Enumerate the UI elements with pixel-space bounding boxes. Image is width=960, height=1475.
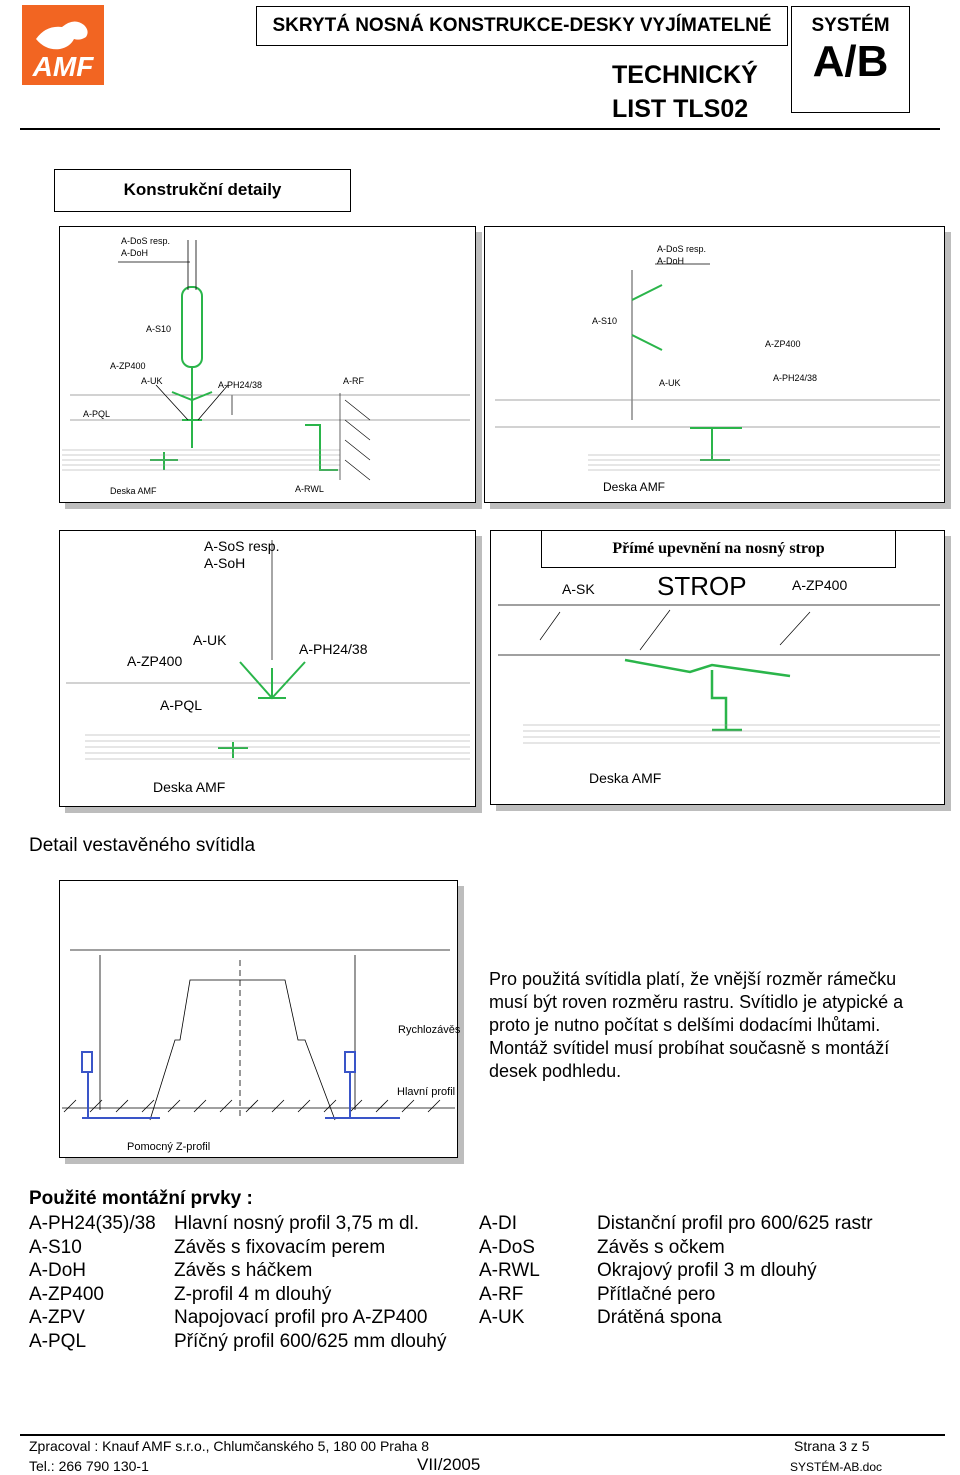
items-title: Použité montážní prvky :: [29, 1188, 253, 1209]
p3-zp400-label: A-ZP400: [127, 653, 183, 669]
item-desc: Hlavní nosný profil 3,75 m dl.: [174, 1213, 420, 1234]
p2-ph-label: A-PH24/38: [773, 373, 818, 383]
p1-ph-label: A-PH24/38: [218, 380, 263, 390]
p3-sos-label: A-SoS resp.: [204, 538, 280, 554]
section-title: Konstrukční detaily: [123, 180, 282, 199]
items-right-codes: [479, 1212, 540, 1330]
footer-tel: Tel.: 266 790 130-1: [29, 1458, 149, 1474]
sheet-line-1: TECHNICKÝ: [612, 61, 758, 89]
footer-date: VII/2005: [417, 1455, 481, 1474]
p1-zp400-label: A-ZP400: [110, 361, 146, 371]
p2-zp400-label: A-ZP400: [765, 339, 801, 349]
item-code: A-DoS: [479, 1236, 535, 1258]
footer-page: Strana 3 z 5: [794, 1438, 870, 1454]
item-desc: Závěs s očkem: [597, 1236, 725, 1258]
item-code: A-S10: [29, 1236, 82, 1258]
p3-uk-label: A-UK: [193, 632, 227, 648]
p3-soh-label: A-SoH: [204, 555, 246, 571]
lamp-detail-title: Detail vestavěného svítidla: [29, 835, 256, 856]
item-code: A-PH24(35)/38: [29, 1213, 156, 1234]
footer-company: Zpracoval : Knauf AMF s.r.o., Chlumčanského 5, 180 00 Praha 8: [29, 1438, 429, 1454]
item-desc: Napojovací profil pro A-ZP400: [174, 1307, 428, 1328]
panel-4-title: Přímé upevnění na nosný strop: [612, 540, 825, 557]
sheet-line-2: LIST TLS02: [612, 95, 749, 123]
p1-rwl-label: A-RWL: [295, 484, 324, 494]
items-right-descs: [597, 1212, 873, 1330]
item-code: A-ZP400: [29, 1283, 104, 1305]
lamp-zprofil-label: Pomocný Z-profil: [127, 1141, 211, 1153]
item-desc: Závěs s fixovacím perem: [174, 1236, 386, 1258]
item-desc: Příčný profil 600/625 mm dlouhý: [174, 1330, 447, 1352]
lamp-note-line: proto je nutno počítat s delšími dodacími lhůtami.: [489, 1015, 881, 1035]
p3-pql-label: A-PQL: [160, 697, 203, 713]
item-code: A-PQL: [29, 1330, 87, 1352]
p2-doh-label: A-DoH: [657, 256, 685, 266]
system-value: A/B: [812, 37, 889, 86]
p1-pql-label: A-PQL: [83, 409, 111, 419]
item-desc: Okrajový profil 3 m dlouhý: [597, 1260, 817, 1281]
p1-rf-label: A-RF: [343, 376, 364, 386]
lamp-note: [489, 968, 903, 1083]
document-title: SKRYTÁ NOSNÁ KONSTRUKCE-DESKY VYJÍMATELNÉ: [272, 15, 772, 36]
items-left-descs: [174, 1212, 446, 1353]
lamp-note-line: musí být roven rozměru rastru. Svítidlo je atypické a: [489, 992, 904, 1012]
p1-dos-label: A-DoS resp.: [121, 236, 171, 246]
p1-uk-label: A-UK: [141, 376, 163, 386]
p2-uk-label: A-UK: [659, 378, 681, 388]
p2-deska-label: Deska AMF: [603, 480, 666, 494]
lamp-note-line: Pro použitá svítidla platí, že vnější rozměr rámečku: [489, 969, 897, 989]
p4-deska-label: Deska AMF: [589, 770, 662, 786]
item-code: A-RF: [479, 1283, 524, 1305]
p4-strop-label: STROP: [657, 571, 747, 601]
footer-file: SYSTÉM-AB.doc: [790, 1460, 883, 1474]
item-code: A-RWL: [479, 1260, 540, 1281]
item-desc: Drátěná spona: [597, 1307, 722, 1328]
p2-s10-label: A-S10: [592, 316, 618, 326]
item-desc: Přítlačné pero: [597, 1283, 716, 1305]
item-code: A-DI: [479, 1213, 517, 1234]
p3-deska-label: Deska AMF: [153, 779, 226, 795]
lamp-note-line: Montáž svítidel musí probíhat současně s montáží: [489, 1038, 890, 1058]
p4-zp400-label: A-ZP400: [792, 577, 848, 593]
p2-dos-label: A-DoS resp.: [657, 244, 707, 254]
item-desc: Distanční profil pro 600/625 rastr: [597, 1213, 873, 1234]
p4-sk-label: A-SK: [562, 581, 595, 597]
p1-deska-label: Deska AMF: [110, 486, 157, 496]
p1-doh-label: A-DoH: [121, 248, 149, 258]
system-label: SYSTÉM: [811, 15, 890, 36]
footer-rule: [20, 1434, 945, 1436]
item-desc: Závěs s háčkem: [174, 1260, 313, 1281]
lamp-hlavni-label: Hlavní profil: [397, 1086, 456, 1098]
item-code: A-UK: [479, 1307, 525, 1328]
item-desc: Z-profil 4 m dlouhý: [174, 1283, 332, 1305]
item-code: A-DoH: [29, 1260, 87, 1281]
item-code: A-ZPV: [29, 1307, 85, 1328]
logo-text: AMF: [32, 51, 94, 82]
items-left-codes: [29, 1212, 156, 1353]
p3-ph-label: A-PH24/38: [299, 641, 368, 657]
lamp-note-line: desek podhledu.: [489, 1061, 622, 1081]
p1-s10-label: A-S10: [146, 324, 172, 334]
lamp-rychlo-label: Rychlozávěs: [398, 1024, 461, 1036]
